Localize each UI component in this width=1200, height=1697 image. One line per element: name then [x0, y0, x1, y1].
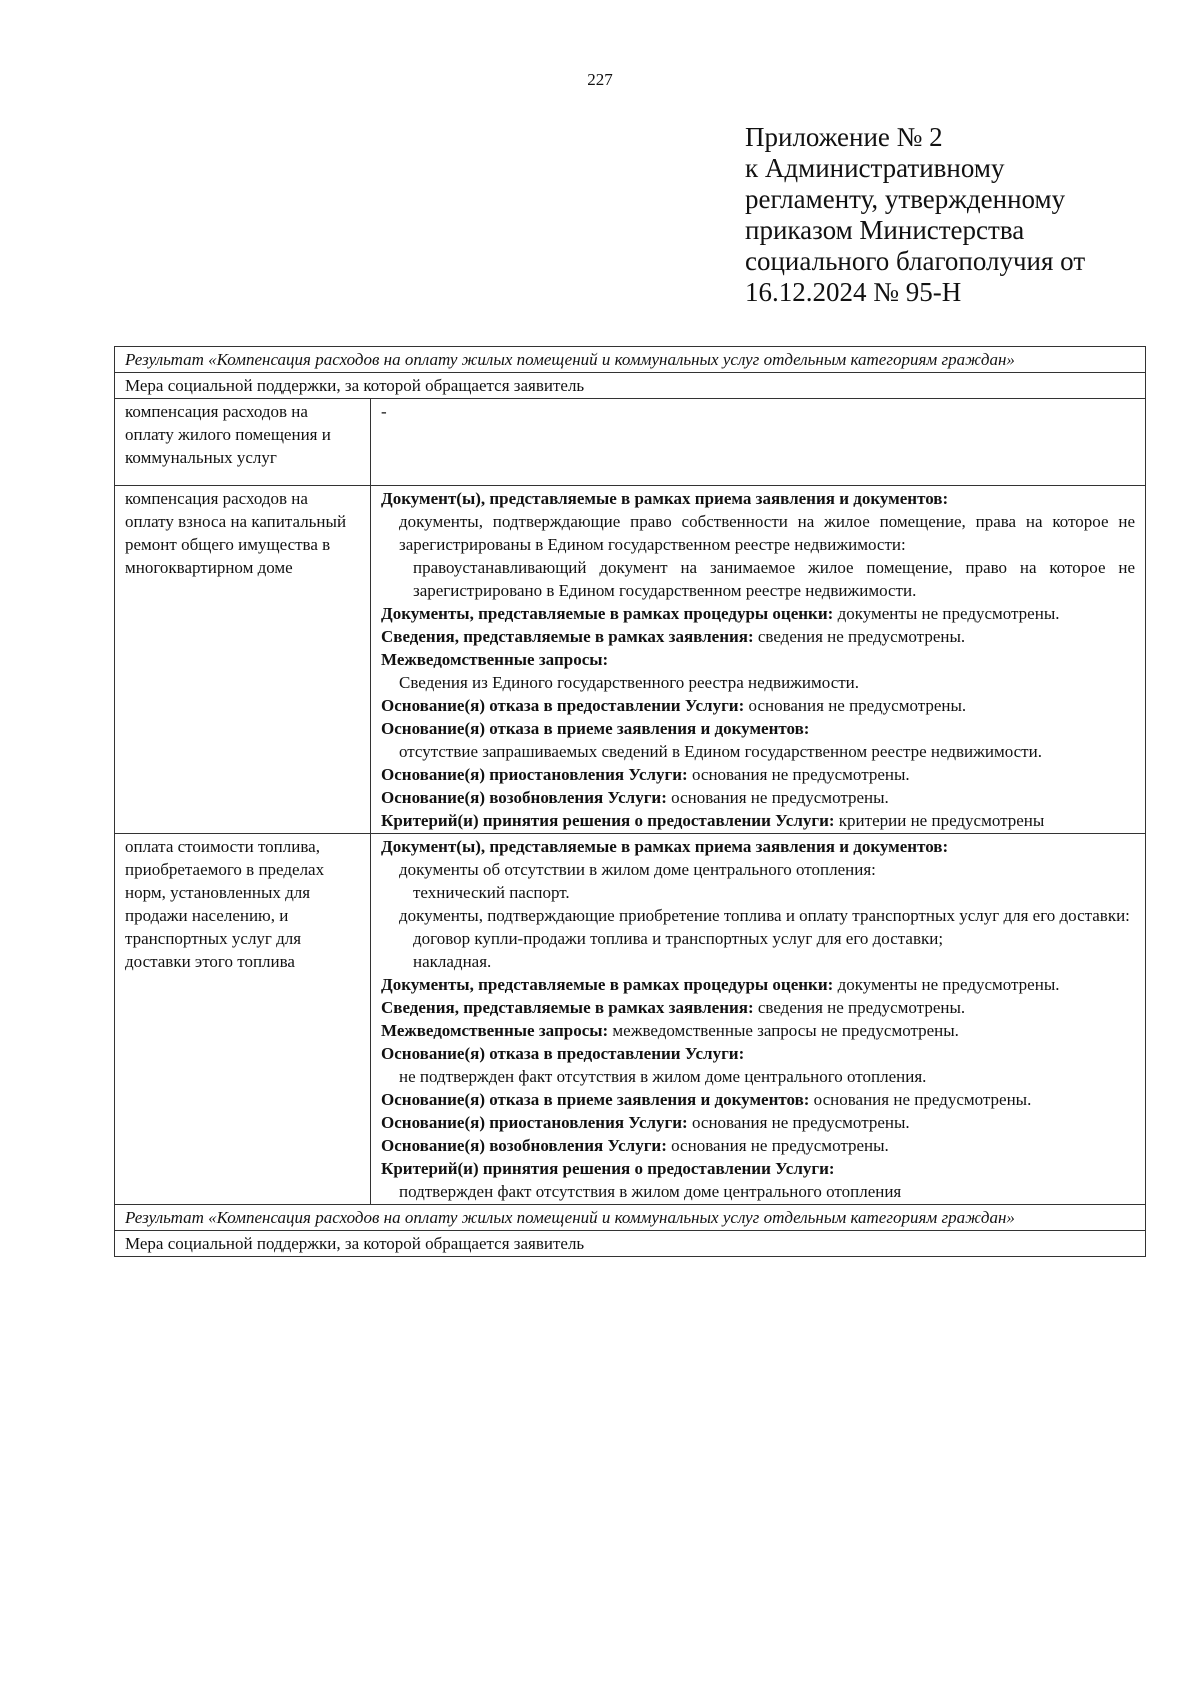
info-value: сведения не предусмотрены.	[753, 627, 966, 646]
eval-docs	[381, 973, 1135, 996]
suspend-value: основания не предусмотрены.	[687, 765, 910, 784]
info-title: Сведения, представляемые в рамках заявления:	[381, 998, 754, 1017]
eval-value: документы не предусмотрены.	[833, 604, 1060, 623]
regulation-table	[114, 346, 1146, 1257]
suspend-value: основания не предусмотрены.	[687, 1113, 910, 1132]
table-row	[115, 399, 1146, 486]
refuse-service-title: Основание(я) отказа в предоставлении Услуги:	[381, 1044, 745, 1063]
suspend-title: Основание(я) приостановления Услуги:	[381, 765, 688, 784]
appendix-line: приказом Министерства	[745, 215, 1025, 245]
appendix-line: социального благополучия от	[745, 246, 1086, 276]
eval-title: Документы, представляемые в рамках процедуры оценки:	[381, 975, 834, 994]
info-value: сведения не предусмотрены.	[753, 998, 966, 1017]
criteria-item: подтвержден факт отсутствия в жилом доме центрального отопления	[399, 1182, 902, 1201]
interagency-title: Межведомственные запросы:	[381, 650, 609, 669]
eval-docs	[381, 602, 1135, 625]
appendix-line: 16.12.2024 № 95-Н	[745, 277, 962, 307]
interagency-title: Межведомственные запросы:	[381, 1021, 609, 1040]
docs-subitem: накладная.	[413, 952, 492, 971]
refuse-accept-title: Основание(я) отказа в приеме заявления и документов:	[381, 1090, 810, 1109]
docs-item: документы об отсутствии в жилом доме центрального отопления:	[399, 860, 876, 879]
docs-subitem: технический паспорт.	[413, 883, 570, 902]
measure-details-cell: -	[371, 399, 1146, 486]
eval-title: Документы, представляемые в рамках процедуры оценки:	[381, 604, 834, 623]
table-row	[115, 1231, 1146, 1257]
interagency-item: Сведения из Единого государственного реестра недвижимости.	[399, 673, 860, 692]
table-row	[115, 347, 1146, 373]
refuse-service-value: основания не предусмотрены.	[744, 696, 967, 715]
result-header: Результат «Компенсация расходов на оплату жилых помещений и коммунальных услуг отдельным категориям граждан»	[115, 347, 1146, 373]
measure-details-cell	[371, 834, 1146, 1205]
table-row	[115, 1205, 1146, 1231]
interagency	[381, 1019, 1135, 1042]
refuse-accept	[381, 1088, 1135, 1111]
refuse-service-title: Основание(я) отказа в предоставлении Услуги:	[381, 696, 745, 715]
result-header: Результат «Компенсация расходов на оплату жилых помещений и коммунальных услуг отдельным категориям граждан»	[115, 1205, 1146, 1231]
appendix-heading	[745, 122, 1165, 308]
eval-value: документы не предусмотрены.	[833, 975, 1060, 994]
info-title: Сведения, представляемые в рамках заявления:	[381, 627, 754, 646]
suspend	[381, 1111, 1135, 1134]
measure-name-cell: компенсация расходов на оплату взноса на капитальный ремонт общего имущества в многоквартирном доме	[115, 486, 371, 834]
docs-title: Документ(ы), представляемые в рамках приема заявления и документов:	[381, 837, 949, 856]
suspend	[381, 763, 1135, 786]
docs-item: документы, подтверждающие приобретение топлива и оплату транспортных услуг для его доставки:	[399, 906, 1130, 925]
refuse-service	[381, 694, 1135, 717]
criteria-title: Критерий(и) принятия решения о предоставлении Услуги:	[381, 811, 835, 830]
table-row	[115, 373, 1146, 399]
criteria-title: Критерий(и) принятия решения о предоставлении Услуги:	[381, 1159, 835, 1178]
resume-title: Основание(я) возобновления Услуги:	[381, 788, 667, 807]
docs-item: документы, подтверждающие право собственности на жилое помещение, права на которое не зарегистрированы в Едином государственном реестре недвижимости:	[399, 512, 1135, 554]
appendix-line: регламенту, утвержденному	[745, 184, 1066, 214]
measure-details-cell	[371, 486, 1146, 834]
docs-title: Документ(ы), представляемые в рамках приема заявления и документов:	[381, 489, 949, 508]
resume-value: основания не предусмотрены.	[666, 788, 889, 807]
docs-subitem: правоустанавливающий документ на занимаемое жилое помещение, право на которое не зарегистрировано в Едином государственном реестре недвижимости.	[413, 558, 1135, 600]
refuse-service-item: не подтвержден факт отсутствия в жилом доме центрального отопления.	[399, 1067, 927, 1086]
appendix-line: к Административному	[745, 153, 1005, 183]
refuse-accept-value: основания не предусмотрены.	[809, 1090, 1032, 1109]
resume-title: Основание(я) возобновления Услуги:	[381, 1136, 667, 1155]
page-number: 227	[587, 70, 613, 89]
suspend-title: Основание(я) приостановления Услуги:	[381, 1113, 688, 1132]
table-row	[115, 834, 1146, 1205]
measure-name-cell: компенсация расходов на оплату жилого помещения и коммунальных услуг	[115, 399, 371, 486]
refuse-accept-item: отсутствие запрашиваемых сведений в Едином государственном реестре недвижимости.	[399, 742, 1042, 761]
resume	[381, 1134, 1135, 1157]
table-row	[115, 486, 1146, 834]
criteria	[381, 809, 1135, 832]
info-docs	[381, 625, 1135, 648]
measure-name-cell: оплата стоимости топлива, приобретаемого в пределах норм, установленных для продажи населению, и транспортных услуг для доставки этого топлива	[115, 834, 371, 1205]
measure-header: Мера социальной поддержки, за которой обращается заявитель	[115, 1231, 1146, 1257]
criteria-value: критерии не предусмотрены	[834, 811, 1045, 830]
appendix-line: Приложение № 2	[745, 122, 943, 152]
interagency-value: межведомственные запросы не предусмотрены.	[608, 1021, 959, 1040]
docs-subitem: договор купли-продажи топлива и транспортных услуг для его доставки;	[413, 929, 944, 948]
resume-value: основания не предусмотрены.	[666, 1136, 889, 1155]
resume	[381, 786, 1135, 809]
measure-header: Мера социальной поддержки, за которой обращается заявитель	[115, 373, 1146, 399]
info-docs	[381, 996, 1135, 1019]
refuse-accept-title: Основание(я) отказа в приеме заявления и документов:	[381, 719, 810, 738]
